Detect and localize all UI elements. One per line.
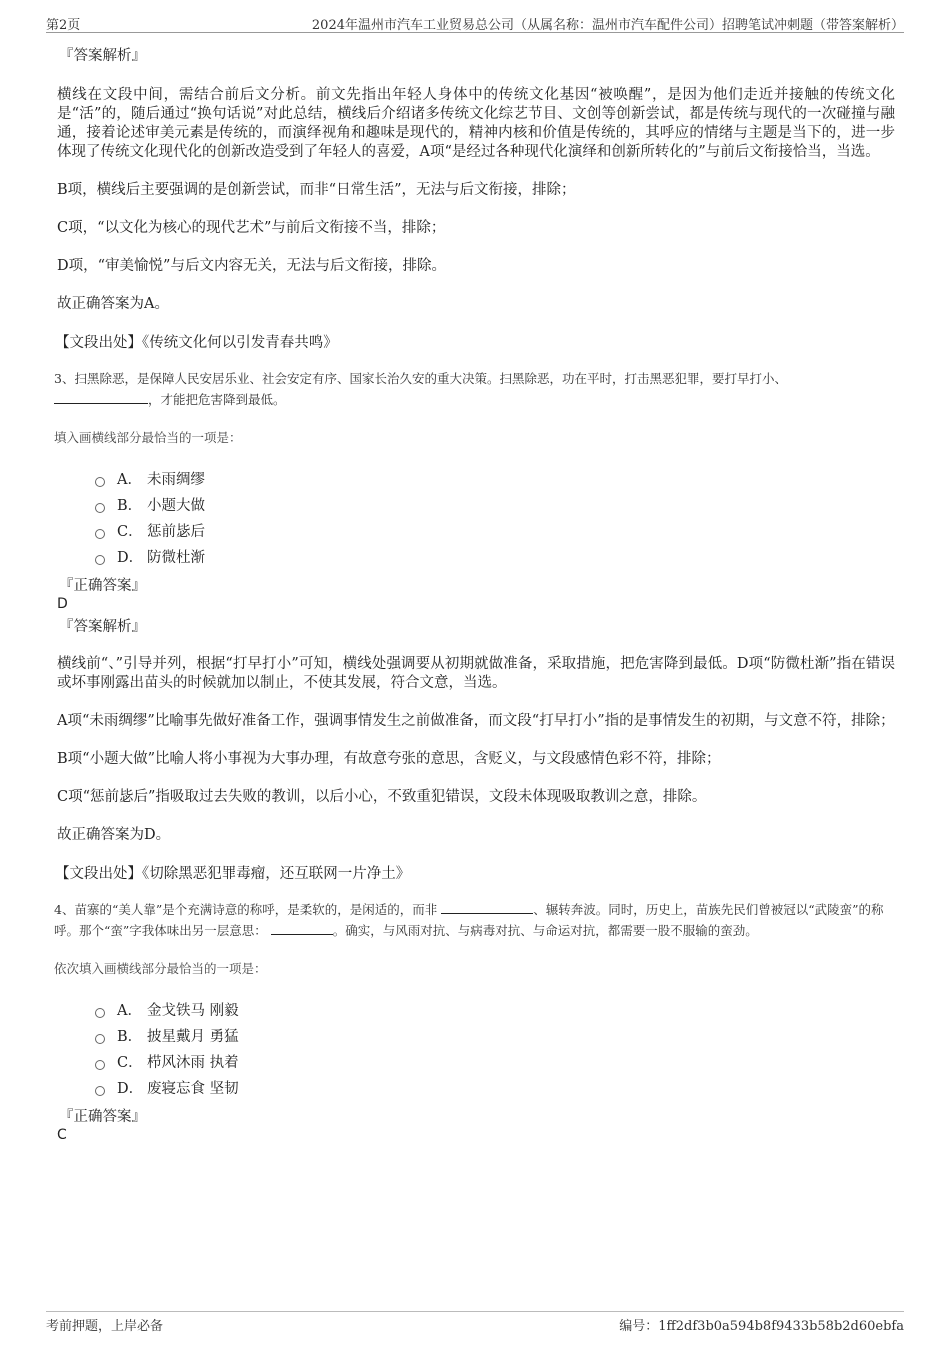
document-id: 编号：1ff2df3b0a594b8f9433b58b2d60ebfa xyxy=(619,1319,904,1334)
radio-button[interactable] xyxy=(95,1008,105,1018)
option-c[interactable]: C． 栉风沐雨 执着 xyxy=(95,1050,895,1076)
radio-button[interactable] xyxy=(95,1086,105,1096)
document-title: 2024年温州市汽车工业贸易总公司（从属名称：温州市汽车配件公司）招聘笔试冲刺题（带答案解析） xyxy=(311,18,904,33)
radio-button[interactable] xyxy=(95,1060,105,1070)
question-stem: 4、苗寨的“美人靠”是个充满诗意的称呼，是柔软的，是闲适的，而非 、辗转奔波。同时，历史上，苗族先民们曾被冠以“武陵蛮”的称呼。那个“蛮”字我体味出另一层意思： 。确实，与风雨对抗、与病毒对抗、与命运对抗，都需要一股不服输的蛮劲。 xyxy=(54,902,884,938)
radio-button[interactable] xyxy=(95,477,105,487)
analysis-paragraph: 横线前“、”引导并列，根据“打早打小”可知，横线处强调要从初期就做准备，采取措施，把危害降到最低。D项“防微杜渐”指在错误或坏事刚露出苗头的时候就加以制止，不使其发展，符合文意，当选。 xyxy=(57,656,895,691)
question-prompt: 填入画横线部分最恰当的一项是： xyxy=(54,430,242,445)
option-b[interactable]: B． 小题大做 xyxy=(95,493,895,519)
analysis-paragraph: D项，“审美愉悦”与后文内容无关，无法与后文衔接，排除。 xyxy=(57,258,446,274)
correct-answer-label: 『正确答案』 xyxy=(59,1109,146,1125)
radio-button[interactable] xyxy=(95,503,105,513)
fill-blank xyxy=(54,391,148,404)
option-d[interactable]: D． 废寝忘食 坚韧 xyxy=(95,1076,895,1102)
source-citation: 【文段出处】《切除黑恶犯罪毒瘤，还互联网一片净土》 xyxy=(55,866,411,882)
analysis-conclusion: 故正确答案为D。 xyxy=(57,827,171,843)
question-stem: 3、扫黑除恶，是保障人民安居乐业、社会安定有序、国家长治久安的重大决策。扫黑除恶，功在平时，打击黑恶犯罪，要打早打小、 ，才能把危害降到最低。 xyxy=(54,371,787,407)
correct-answer: C xyxy=(57,1127,67,1143)
correct-answer-label: 『正确答案』 xyxy=(59,578,146,594)
analysis-paragraph: B项“小题大做”比喻人将小事视为大事办理，有故意夸张的意思，含贬义，与文段感情色彩不符，排除； xyxy=(57,751,721,767)
page-content xyxy=(54,46,895,1148)
question-prompt: 依次填入画横线部分最恰当的一项是： xyxy=(54,961,267,976)
option-d[interactable]: D． 防微杜渐 xyxy=(95,545,895,571)
footer-slogan: 考前押题，上岸必备 xyxy=(46,1319,164,1334)
page-header xyxy=(46,14,904,33)
radio-button[interactable] xyxy=(95,1034,105,1044)
fill-blank xyxy=(441,901,533,914)
analysis-paragraph: 横线在文段中间，需结合前后文分析。前文先指出年轻人身体中的传统文化基因“被唤醒”，是因为他们走近并接触的传统文化是“活”的，随后通过“换句话说”对此总结，横线后介绍诸多传统文化综艺节目、文创等创新尝试，都是传统与现代的一次碰撞与融通，接着论述审美元素是传统的，而演绎视角和趣味是现代的，精神内核和价值是传统的，其呼应的情绪与主题是当下的，进一步体现了传统文化现代化的创新改造受到了年轻人的喜爱，A项“是经过各种现代化演绎和创新所转化的”与前后文衔接恰当，当选。 xyxy=(57,87,895,160)
analysis-conclusion: 故正确答案为A。 xyxy=(57,296,169,312)
correct-answer: D xyxy=(57,596,68,612)
page-footer xyxy=(46,1311,904,1335)
page-number: 第2页 xyxy=(46,18,81,33)
option-c[interactable]: C． 惩前毖后 xyxy=(95,519,895,545)
option-a[interactable]: A． 金戈铁马 刚毅 xyxy=(95,998,895,1024)
analysis-label: 『答案解析』 xyxy=(59,48,146,64)
option-list xyxy=(95,998,895,1102)
option-b[interactable]: B． 披星戴月 勇猛 xyxy=(95,1024,895,1050)
option-list xyxy=(95,467,895,571)
fill-blank xyxy=(271,922,333,935)
radio-button[interactable] xyxy=(95,555,105,565)
analysis-label: 『答案解析』 xyxy=(59,619,146,635)
analysis-paragraph: C项，“以文化为核心的现代艺术”与前后文衔接不当，排除； xyxy=(57,220,446,236)
source-citation: 【文段出处】《传统文化何以引发青春共鸣》 xyxy=(55,335,338,351)
option-a[interactable]: A． 未雨绸缪 xyxy=(95,467,895,493)
analysis-paragraph: A项“未雨绸缪”比喻事先做好准备工作，强调事情发生之前做准备，而文段“打早打小”指的是事情发生的初期，与文意不符，排除； xyxy=(57,713,895,729)
analysis-paragraph: C项“惩前毖后”指吸取过去失败的教训，以后小心，不致重犯错误，文段未体现吸取教训之意，排除。 xyxy=(57,789,707,805)
radio-button[interactable] xyxy=(95,529,105,539)
analysis-paragraph: B项，横线后主要强调的是创新尝试，而非“日常生活”，无法与后文衔接，排除； xyxy=(57,182,576,198)
